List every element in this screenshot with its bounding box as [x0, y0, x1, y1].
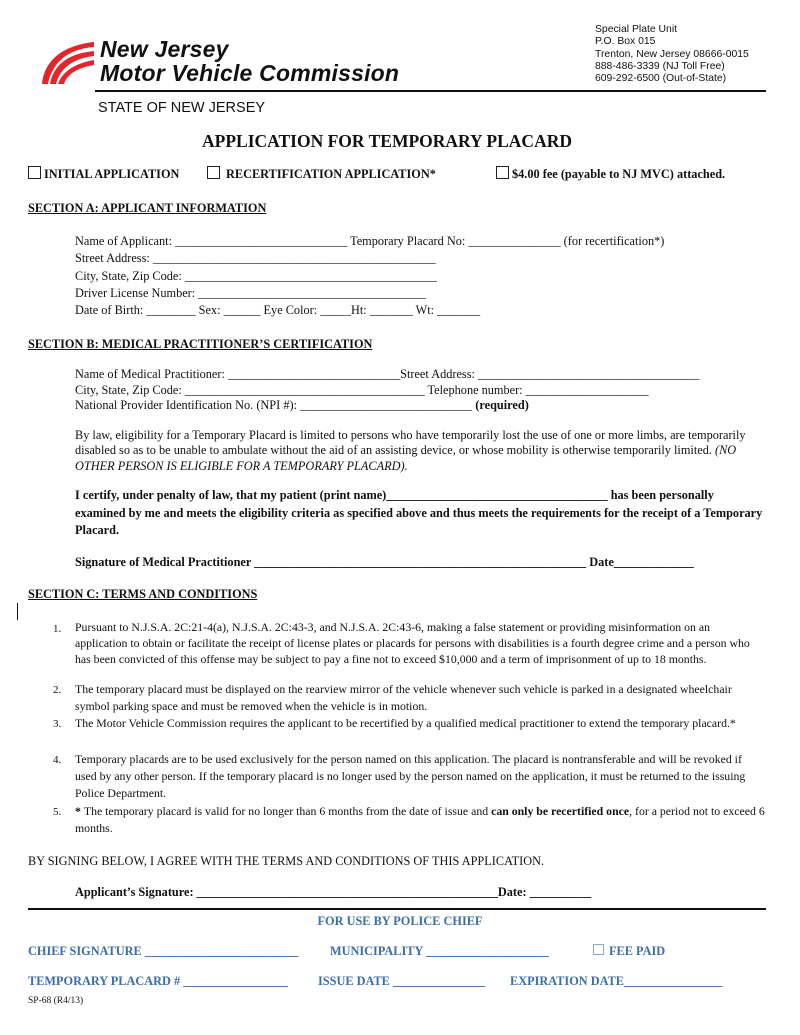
eligibility-paragraph [75, 428, 765, 474]
logo-line-1: New Jersey [100, 36, 229, 62]
initial-application-label: INITIAL APPLICATION [44, 167, 180, 181]
term-item-3: The Motor Vehicle Commission requires the applicant to be recertified by a qualified medical practitioner to extend the temporary placard.* [75, 716, 736, 730]
fee-paid-checkbox[interactable] [593, 944, 604, 955]
recertification-label: RECERTIFICATION APPLICATION* [226, 167, 436, 181]
placard-number-field[interactable]: TEMPORARY PLACARD # _________________ [28, 974, 288, 988]
recertification-checkbox[interactable] [207, 166, 220, 179]
fee-checkbox[interactable] [496, 166, 509, 179]
term-number: 1. [53, 623, 62, 635]
police-section-rule [28, 908, 766, 910]
term-number: 3. [53, 718, 62, 730]
npi-required: (required) [475, 398, 529, 412]
expiration-date-field[interactable]: EXPIRATION DATE________________ [510, 974, 723, 988]
street-address-field[interactable]: Street Address: ______________________________________________ [75, 251, 436, 266]
agency-address [595, 24, 749, 85]
issue-date-field[interactable]: ISSUE DATE _______________ [318, 974, 486, 988]
swoosh-icon [36, 38, 96, 88]
form-title: APPLICATION FOR TEMPORARY PLACARD [202, 131, 572, 151]
section-a-heading: SECTION A: APPLICANT INFORMATION [28, 201, 267, 215]
municipality-field[interactable]: MUNICIPALITY ____________________ [330, 944, 549, 958]
term-number: 5. [53, 806, 62, 818]
term-5-text-a: The temporary placard is valid for no longer than 6 months from the date of issue and [83, 804, 492, 818]
date-of-birth-field[interactable]: Date of Birth: ________ Sex: ______ Eye Color: _____Ht: _______ Wt: _______ [75, 303, 481, 318]
applicant-name-field[interactable]: Name of Applicant: ____________________________ Temporary Placard No: _______________ (for recertification*) [75, 234, 665, 248]
agreement-statement: BY SIGNING BELOW, I AGREE WITH THE TERMS AND CONDITIONS OF THIS APPLICATION. [28, 854, 545, 868]
npi-label: National Provider Identification No. (NPI #): ____________________________ [75, 398, 473, 412]
section-b-heading: SECTION B: MEDICAL PRACTITIONER’S CERTIFICATION [28, 337, 373, 351]
term-5-bold: can only be recertified once [491, 804, 630, 818]
section-b-fields [75, 367, 699, 414]
address-line: P.O. Box 015 [595, 36, 656, 48]
section-a-fields [75, 233, 664, 319]
eligibility-text: By law, eligibility for a Temporary Placard is limited to persons who have temporarily lost the use of one or more limbs, are temporarily disabled so as to be unable to ambulate without the aid of an assisting device, or whose mobility is otherwise temporarily limited. [75, 428, 746, 458]
form-id: SP-68 (R4/13) [28, 996, 84, 1006]
term-5-asterisk: * [75, 804, 84, 818]
chief-signature-field[interactable]: CHIEF SIGNATURE _________________________ [28, 944, 299, 958]
state-name: STATE OF NEW JERSEY [98, 100, 266, 116]
term-number: 2. [53, 684, 62, 696]
term-item-4: Temporary placards are to be used exclusively for the person named on this application. The placard is nontransferable and will be revoked if used by any other person. If the temporary placard is no longer used by the person named on the application, it must be returned to the issuing Police Department. [75, 752, 746, 800]
police-heading: FOR USE BY POLICE CHIEF [317, 914, 483, 928]
practitioner-name-field[interactable]: Name of Medical Practitioner: ____________________________Street Address: ____________________________________ [75, 367, 700, 381]
initial-application-option[interactable] [28, 166, 179, 182]
eligibility-note: (NO OTHER PERSON IS ELIGIBLE FOR A TEMPORARY PLACARD). [75, 443, 737, 473]
term-item-2: The temporary placard must be displayed on the rearview mirror of the vehicle whenever such vehicle is parked in a designated wheelchair symbol parking space and must be removed when the vehicle is in motion. [75, 682, 732, 713]
term-number: 4. [53, 754, 62, 766]
text-cursor [17, 603, 18, 620]
term-item-5 [75, 803, 765, 837]
practitioner-signature-field[interactable]: Signature of Medical Practitioner ______________________________________________________ Date_____________ [75, 555, 694, 569]
npi-field[interactable] [75, 398, 699, 414]
mvc-logo [36, 36, 456, 92]
term-item-1: Pursuant to N.J.S.A. 2C:21-4(a), N.J.S.A. 2C:43-3, and N.J.S.A. 2C:43-6, making a false statement or providing misinformation on an application to obtain or facilitate the receipt of license plates or placards for persons with disabilities is a fourth degree crime and a person who has been convicted of this offense may be subject to pay a fine not to exceed $10,000 and a term of imprisonment of up to 18 months. [75, 620, 750, 666]
fee-paid-option[interactable] [593, 944, 665, 959]
header-rule [95, 90, 766, 92]
driver-license-field[interactable]: Driver License Number: _____________________________________ [75, 285, 426, 300]
initial-application-checkbox[interactable] [28, 166, 41, 179]
certification-statement[interactable]: I certify, under penalty of law, that my patient (print name)____________________________________ has been personally examined by me and meets the eligibility criteria as specified above and thus meets the requirements for the receipt of a Temporary Placard. [75, 488, 763, 537]
term-5-text-b: , for a period not to exceed 6 months. [75, 804, 765, 835]
address-line: 609-292-6500 (Out-of-State) [595, 73, 727, 85]
fee-option[interactable] [496, 166, 725, 182]
logo-line-2: Motor Vehicle Commission [100, 60, 400, 86]
practitioner-city-phone-field[interactable]: City, State, Zip Code: _______________________________________ Telephone number: ____________________ [75, 382, 649, 397]
address-line: Special Plate Unit [595, 24, 678, 35]
address-line: Trenton, New Jersey 08666-0015 [595, 48, 749, 60]
applicant-signature-field[interactable]: Applicant’s Signature: _________________________________________________Date: __________ [75, 885, 592, 899]
fee-paid-label: FEE PAID [609, 944, 666, 958]
recertification-option[interactable] [207, 166, 436, 182]
section-c-heading: SECTION C: TERMS AND CONDITIONS [28, 587, 258, 601]
address-line: 888-486-3339 (NJ Toll Free) [595, 60, 725, 72]
city-state-zip-field[interactable]: City, State, Zip Code: _________________________________________ [75, 268, 437, 283]
fee-label: $4.00 fee (payable to NJ MVC) attached. [512, 167, 726, 181]
